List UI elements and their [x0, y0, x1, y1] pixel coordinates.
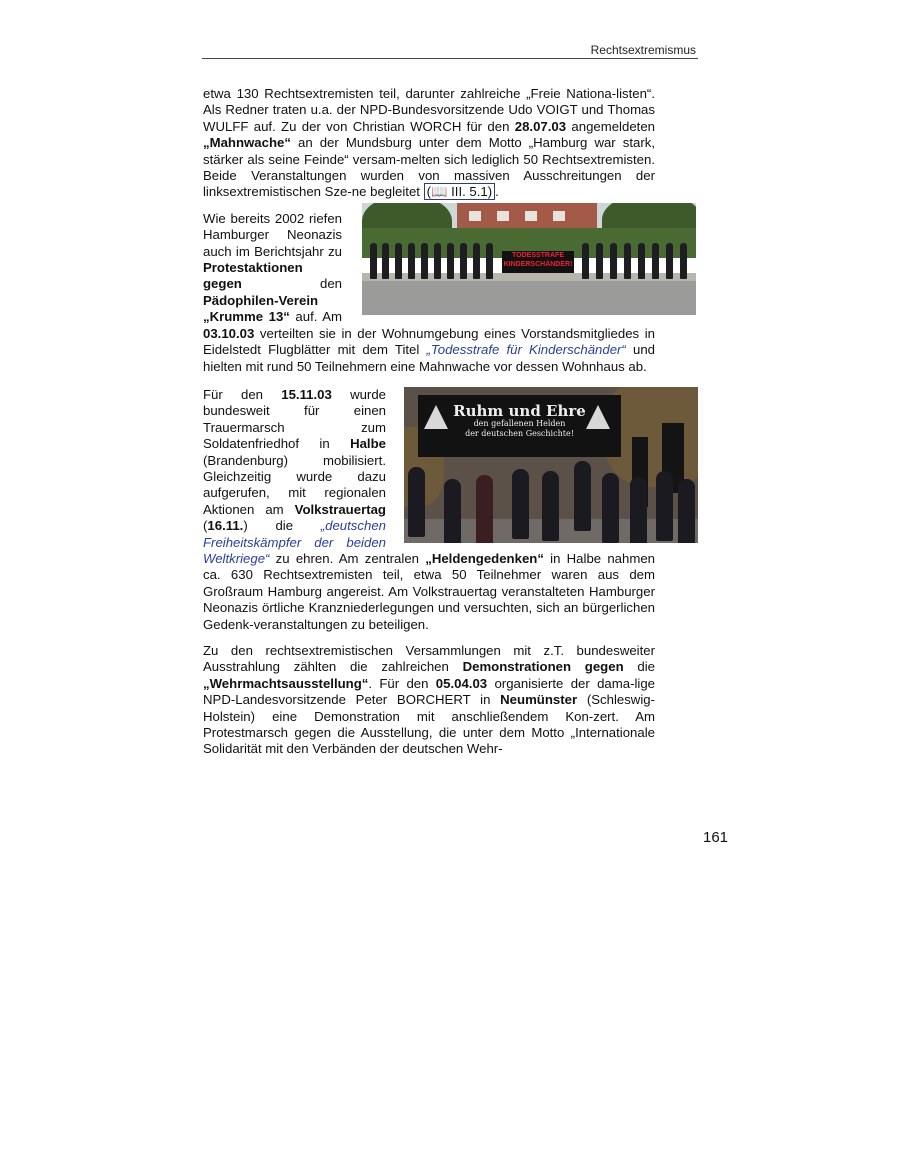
header-rule	[202, 58, 698, 59]
photo-march	[404, 387, 698, 543]
photo-person	[630, 477, 647, 543]
bold-text: Demonstrationen gegen	[462, 659, 624, 675]
flyer-title-quote: „Todesstrafe für Kinderschänder“	[426, 342, 626, 358]
photo-person	[602, 473, 619, 543]
text: (	[203, 518, 208, 534]
text: (Schleswig-Holstein) eine Demonstration mit anschließendem Kon-zert. Am Protestmarsch gegen die Ausstellung, die unter dem Motto „Internationale Solidarität mit den Verbänden der deutschen Wehr-	[203, 692, 655, 757]
text: organisierte der dama-lige NPD-Landesvorsitzende Peter BORCHERT in	[203, 675, 655, 708]
text: wurde bundesweit für einen Trauermarsch zum Soldatenfriedhof in	[203, 386, 386, 452]
bold-text: Halbe	[350, 436, 386, 452]
banner-symbol	[586, 405, 610, 429]
photo-road	[362, 281, 696, 315]
photo-person	[395, 243, 402, 279]
photo-person	[666, 243, 673, 279]
paragraph-1	[203, 86, 655, 201]
banner-symbol	[424, 405, 448, 429]
photo-person	[680, 243, 687, 279]
paragraph-4	[203, 643, 655, 758]
text: die	[623, 659, 655, 675]
text: in Halbe nahmen ca. 630 Rechtsextremisten teil, etwa 50 Teilnehmer waren aus dem Großraum Hamburg angereist. Am Volkstrauertag veranstalteten Hamburger Neonazis örtliche Kranzniederlegungen und versuchten, sich an bürgerlichen Gedenk-veranstaltungen zu beteiligen.	[203, 550, 655, 632]
text: . Für den	[368, 675, 436, 691]
date-bold: 03.10.03	[203, 325, 255, 341]
text: (Brandenburg) mobilisiert. Gleichzeitig wurde dazu aufgerufen, mit regionalen Aktionen am	[203, 452, 386, 517]
photo-person	[444, 479, 461, 543]
page-body	[203, 86, 655, 758]
text: verteilten sie in der Wohnumgebung eines Vorstandsmitgliedes in Eidelstedt Flugblätter mit dem Titel	[203, 325, 655, 358]
photo-person	[678, 479, 695, 543]
photo-person	[542, 471, 559, 541]
photo-person	[596, 243, 603, 279]
photo-person	[638, 243, 645, 279]
photo-person	[460, 243, 467, 279]
banner-text: der deutschen Geschichte!	[465, 429, 574, 439]
date-bold: 15.11.03	[281, 386, 332, 402]
photo-person	[652, 243, 659, 279]
photo-person	[408, 243, 415, 279]
photo-person	[574, 461, 591, 531]
banner-text: den gefallenen Helden	[473, 419, 566, 429]
text: und hielten mit rund 50 Teilnehmern eine Mahnwache vor dessen Wohnhaus ab.	[203, 342, 655, 374]
text: Für den	[203, 386, 282, 402]
photo-person	[656, 471, 673, 541]
photo-person	[447, 243, 454, 279]
photo-person	[610, 243, 617, 279]
banner-text: TODESSTRAFE	[512, 251, 564, 259]
date-bold: 05.04.03	[435, 675, 488, 691]
text: an der Mundsburg unter dem Motto „Hamburg war stark, stärker als seine Feinde“ versam-melten sich lediglich 50 Rechtsextremisten. Beide Veranstaltungen wurden von massiven Ausschreitungen der linksextremistischen Sze-ne begleitet	[203, 135, 655, 200]
quote-blue: „deutschen Freiheitskämpfer der beiden Weltkriege“	[203, 518, 386, 566]
text: ) die	[243, 518, 321, 534]
bold-text: „Heldengedenken“	[425, 550, 544, 566]
bold-text: Pädophilen-Verein „Krumme 13“	[203, 292, 319, 325]
cross-reference-link[interactable]: (📖 III. 5.1)	[424, 183, 496, 200]
date-bold: 16.11.	[207, 518, 244, 534]
running-header: Rechtsextremismus	[590, 43, 696, 57]
bold-text: Protestaktionen gegen	[203, 260, 303, 292]
photo-person	[408, 467, 425, 537]
banner-text: Ruhm und Ehre	[453, 401, 586, 420]
photo-person	[486, 243, 493, 279]
photo-person	[434, 243, 441, 279]
text: angemeldeten	[566, 118, 655, 134]
photo-window	[469, 211, 481, 221]
bold-text: Neumünster	[500, 692, 578, 708]
photo-person	[473, 243, 480, 279]
photo-person	[512, 469, 529, 539]
photo-window	[553, 211, 565, 221]
banner-text: KINDERSCHÄNDER!	[503, 260, 573, 268]
photo-window	[497, 211, 509, 221]
photo-person	[582, 243, 589, 279]
mahnwache-bold: „Mahnwache“	[203, 135, 291, 151]
photo-person	[476, 475, 493, 543]
text: Zu den rechtsextremistischen Versammlungen mit z.T. bundesweiter Ausstrahlung zählten die zahlreichen	[203, 643, 655, 675]
date-bold: 28.07.03	[514, 118, 567, 134]
photo-person	[370, 243, 377, 279]
page-number: 161	[703, 829, 729, 846]
photo-person	[382, 243, 389, 279]
photo-person	[624, 243, 631, 279]
text: .	[495, 184, 499, 200]
photo-banner	[502, 251, 574, 273]
bold-text: Volkstrauertag	[294, 501, 386, 517]
bold-text: „Wehrmachtsausstellung“	[203, 675, 369, 691]
text: etwa 130 Rechtsextremisten teil, darunter zahlreiche „Freie Nationa-listen“. Als Redner traten u.a. der NPD-Bundesvorsitzende Udo VOIGT und Thomas WULFF auf. Zu der von Christian WORCH für den	[203, 86, 655, 134]
text: Wie bereits 2002 riefen Hamburger Neonazis auch im Berichtsjahr zu	[203, 210, 342, 259]
text: auf. Am	[289, 309, 342, 325]
photo-person	[421, 243, 428, 279]
photo-window	[525, 211, 537, 221]
text: zu ehren. Am zentralen	[269, 550, 426, 566]
text: den	[241, 276, 342, 292]
photo-vigil	[362, 203, 696, 315]
